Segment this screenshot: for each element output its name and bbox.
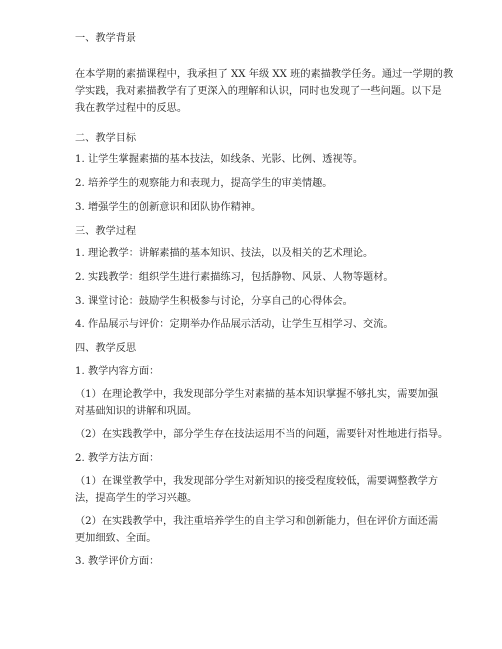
list-item-process: 3. 课堂讨论：鼓励学生积极参与讨论，分享自己的心得体会。 <box>75 296 353 307</box>
section-heading-process: 三、教学过程 <box>75 226 137 237</box>
section-heading-goals: 二、教学目标 <box>75 133 137 144</box>
paragraph-line: 更加细致、全面。 <box>75 533 157 544</box>
paragraph-line: 我在教学过程中的反思。 <box>75 103 188 114</box>
paragraph-line: 在本学期的素描课程中，我承担了 XX 年级 XX 班的素描教学任务。通过一学期的教 <box>75 69 454 80</box>
paragraph-line: 法，提高学生的学习兴趣。 <box>75 493 198 504</box>
list-item-process: 2. 实践教学：组织学生进行素描练习，包括静物、风景、人物等题材。 <box>75 272 394 283</box>
subheading-method: 2. 教学方法方面： <box>75 453 160 464</box>
paragraph-line: （1）在课堂教学中，我发现部分学生对新知识的接受程度较低，需要调整教学方 <box>75 476 439 487</box>
subheading-evaluation: 3. 教学评价方面： <box>75 556 160 567</box>
subheading-content: 1. 教学内容方面： <box>75 366 160 377</box>
list-item-goal: 2. 培养学生的观察能力和表现力，提高学生的审美情趣。 <box>75 178 333 189</box>
paragraph-line: （2）在实践教学中，我注重培养学生的自主学习和创新能力，但在评价方面还需 <box>75 516 439 527</box>
paragraph-line: 学实践，我对素描教学有了更深入的理解和认识，同时也发现了一些问题。以下是 <box>75 86 442 97</box>
list-item-process: 4. 作品展示与评价：定期举办作品展示活动，让学生互相学习、交流。 <box>75 319 394 330</box>
list-item-goal: 3. 增强学生的创新意识和团队协作精神。 <box>75 202 262 213</box>
list-item-process: 1. 理论教学：讲解素描的基本知识、技法，以及相关的艺术理论。 <box>75 248 374 259</box>
paragraph-line: （2）在实践教学中，部分学生存在技法运用不当的问题，需要针对性地进行指导。 <box>75 429 449 440</box>
paragraph-line: （1）在理论教学中，我发现部分学生对素描的基本知识掌握不够扎实，需要加强 <box>75 389 439 400</box>
section-heading-reflection: 四、教学反思 <box>75 343 137 354</box>
paragraph-line: 对基础知识的讲解和巩固。 <box>75 406 198 417</box>
list-item-goal: 1. 让学生掌握素描的基本技法，如线条、光影、比例、透视等。 <box>75 154 364 165</box>
section-heading-background: 一、教学背景 <box>75 33 137 44</box>
